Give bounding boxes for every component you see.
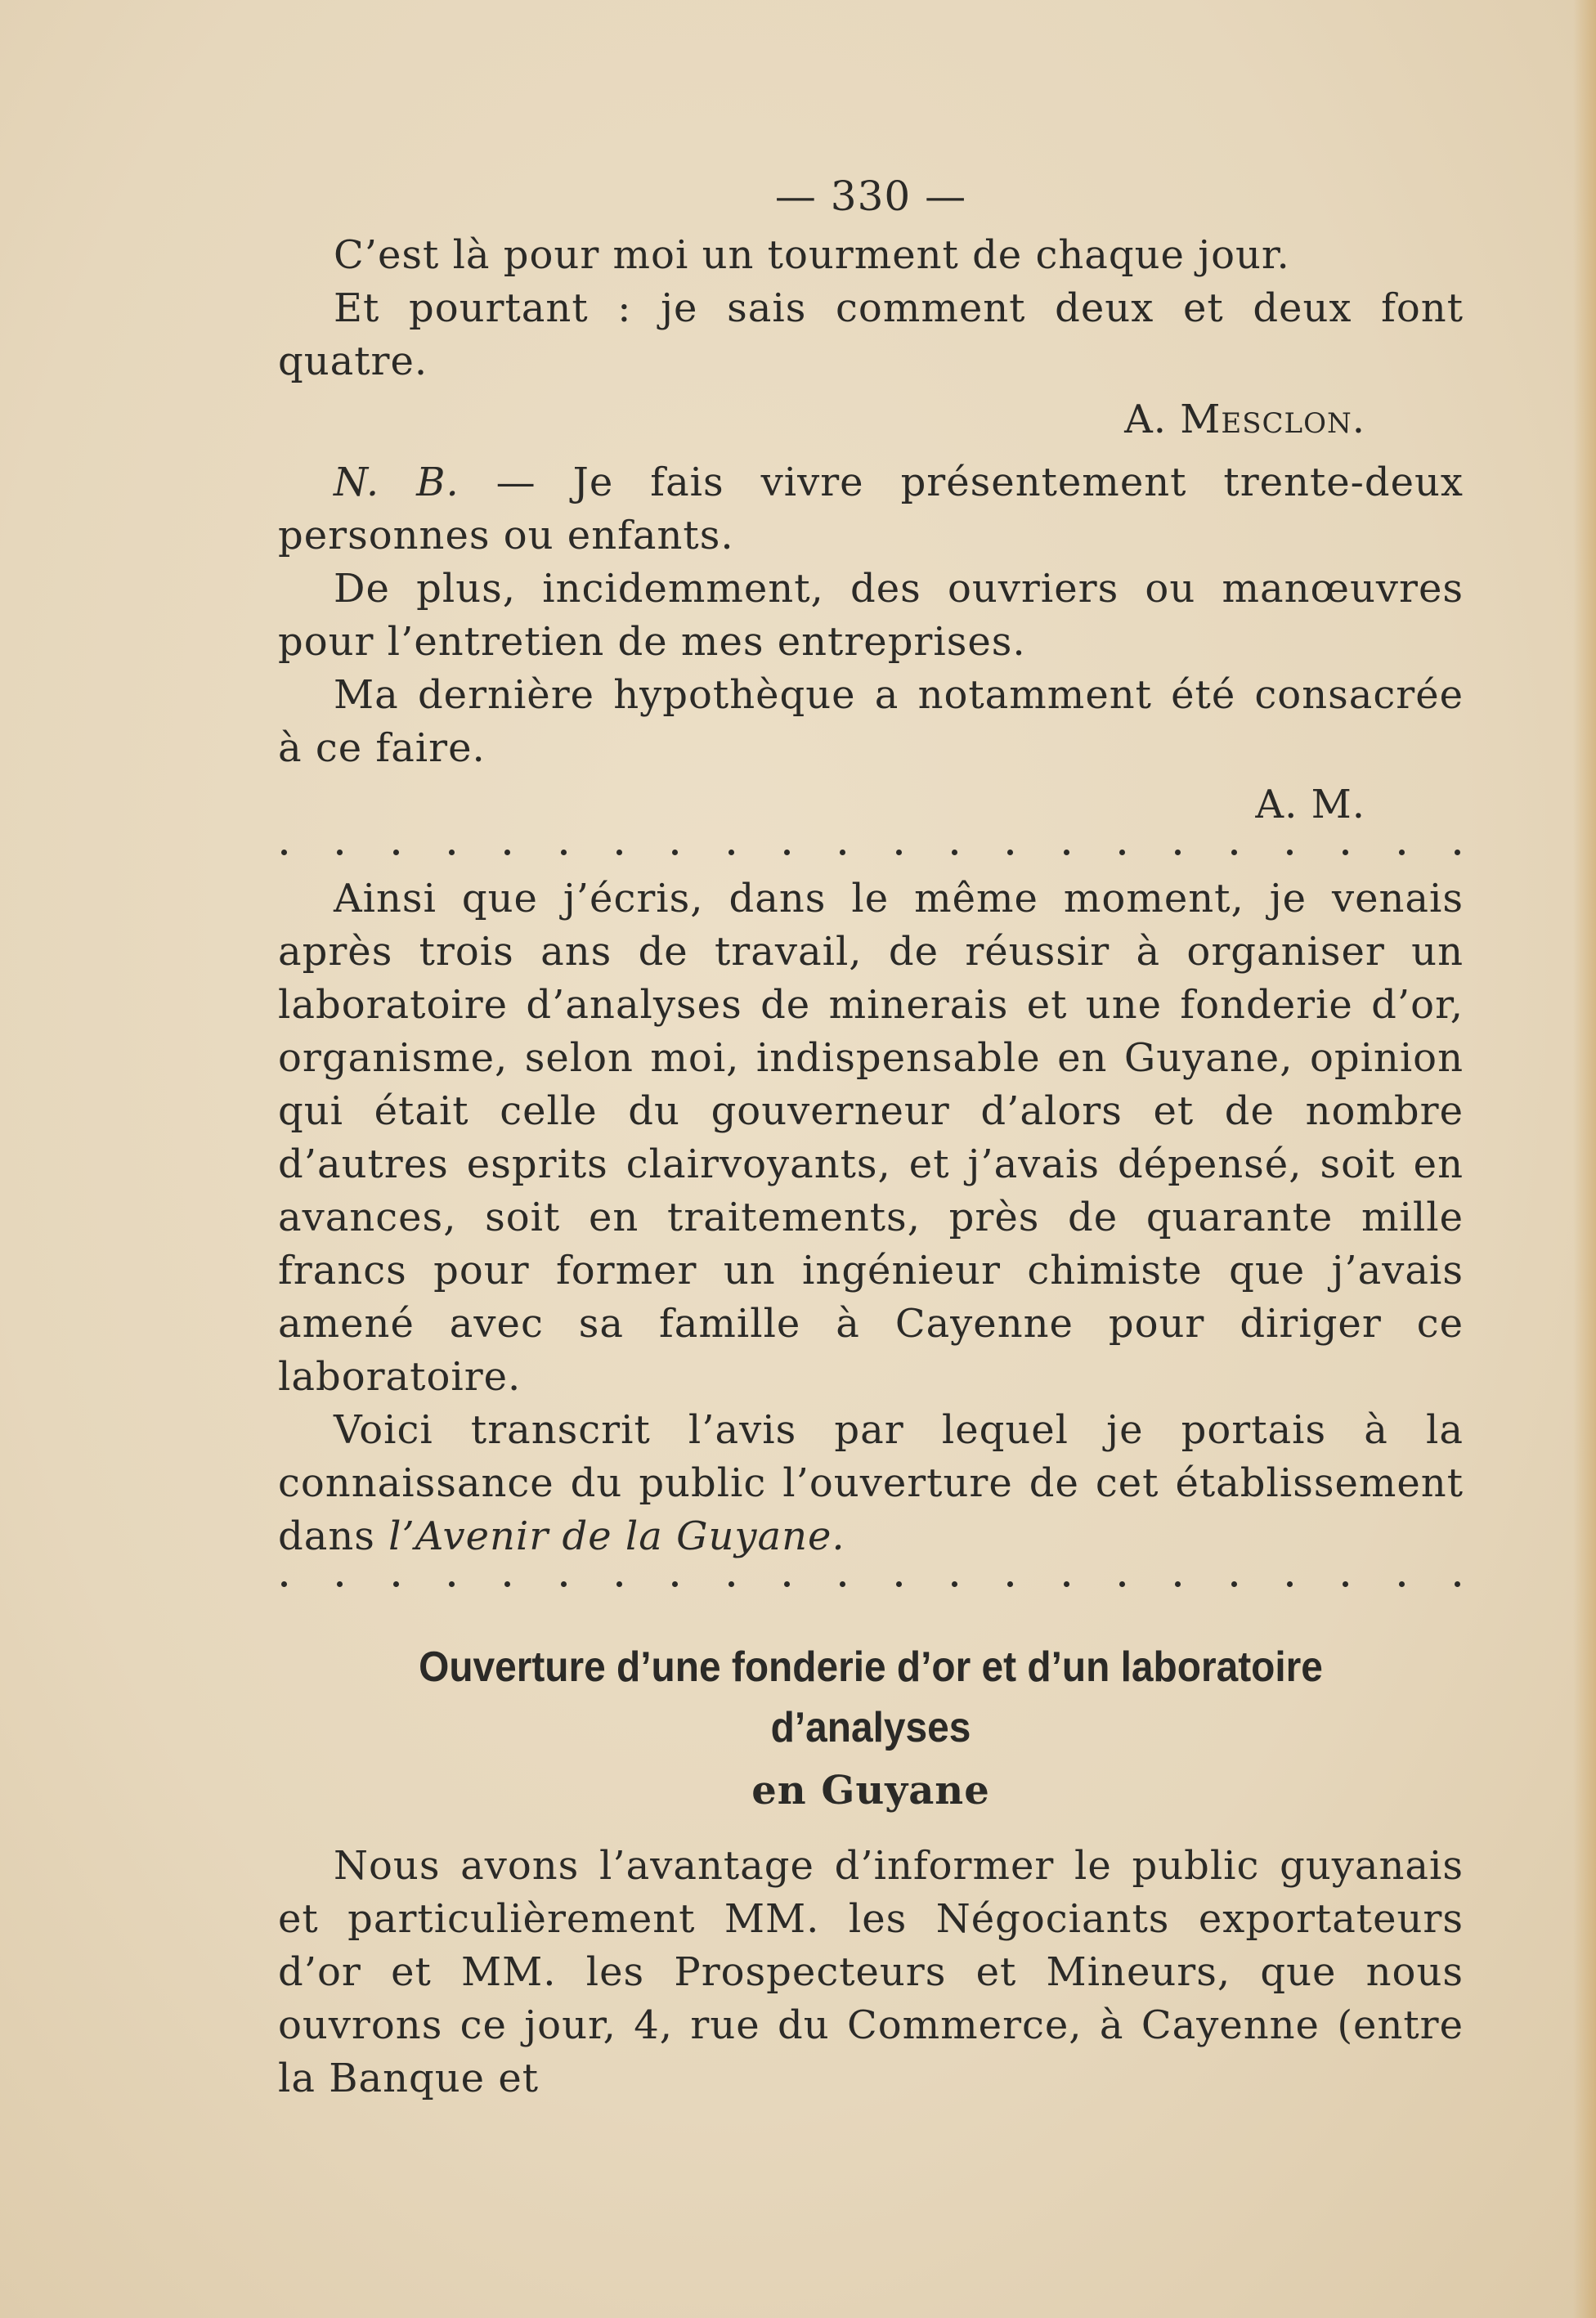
paragraph-6: Nous avons l’avantage d’informer le public guyanais et particulièrement MM. les Négociants exportateurs d’or et MM. les Prospecteurs et Mineurs, que nous ouvrons ce jour, 4, rue du Commerce, à Cayenne (entre la Banque et xyxy=(278,1843,1464,2101)
newspaper-title: l’Avenir de la Guyane. xyxy=(388,1513,845,1559)
paragraph-3: Ma dernière hypothèque a notamment été consacrée à ce faire. xyxy=(278,672,1464,771)
poem-line-2: Et pourtant : je sais comment deux et deux font quatre. xyxy=(278,285,1464,384)
dotted-separator-1 xyxy=(278,832,1464,872)
nb-label: N. B. xyxy=(334,460,460,505)
paragraph-5 xyxy=(278,1404,1464,1563)
signature: A. Mesclon. xyxy=(1124,397,1365,442)
section-heading: Ouverture d’une fonderie d’or et d’un laboratoire d’analyses xyxy=(419,1643,1323,1751)
paragraph-4: Ainsi que j’écris, dans le même moment, je venais après trois ans de travail, de réussir à organiser un laboratoire d’analyses de minerais et une fonderie d’or, organisme, selon moi, indispensable en Guyane, opinion qui était celle du gouverneur d’alors et de nombre d’autres esprits clairvoyants, et j’avais dépensé, soit en avances, soit en traitements, près de quarante mille francs pour former un ingénieur chimiste que j’avais amené avec sa famille à Cayenne pour diriger ce laboratoire. xyxy=(278,876,1464,1400)
initials: A. M. xyxy=(1255,782,1365,827)
nb-paragraph xyxy=(278,456,1464,563)
page-edge-shadow xyxy=(1573,0,1596,2318)
text-block xyxy=(278,164,1464,2105)
page-number: — 330 — xyxy=(774,173,967,220)
dotted-separator-2 xyxy=(278,1563,1464,1604)
poem-line-1: C’est là pour moi un tourment de chaque jour. xyxy=(334,232,1290,278)
nb-text: — Je fais vivre présentement trente-deux personnes ou enfants. xyxy=(278,460,1464,558)
section-subheading: en Guyane xyxy=(751,1768,990,1814)
paragraph-5-text: Voici transcrit l’avis par lequel je portais à la connaissance du public l’ouverture de cet établissement dans xyxy=(278,1407,1464,1559)
paragraph-2: De plus, incidemment, des ouvriers ou manœuvres pour l’entretien de mes entreprises. xyxy=(278,566,1464,665)
